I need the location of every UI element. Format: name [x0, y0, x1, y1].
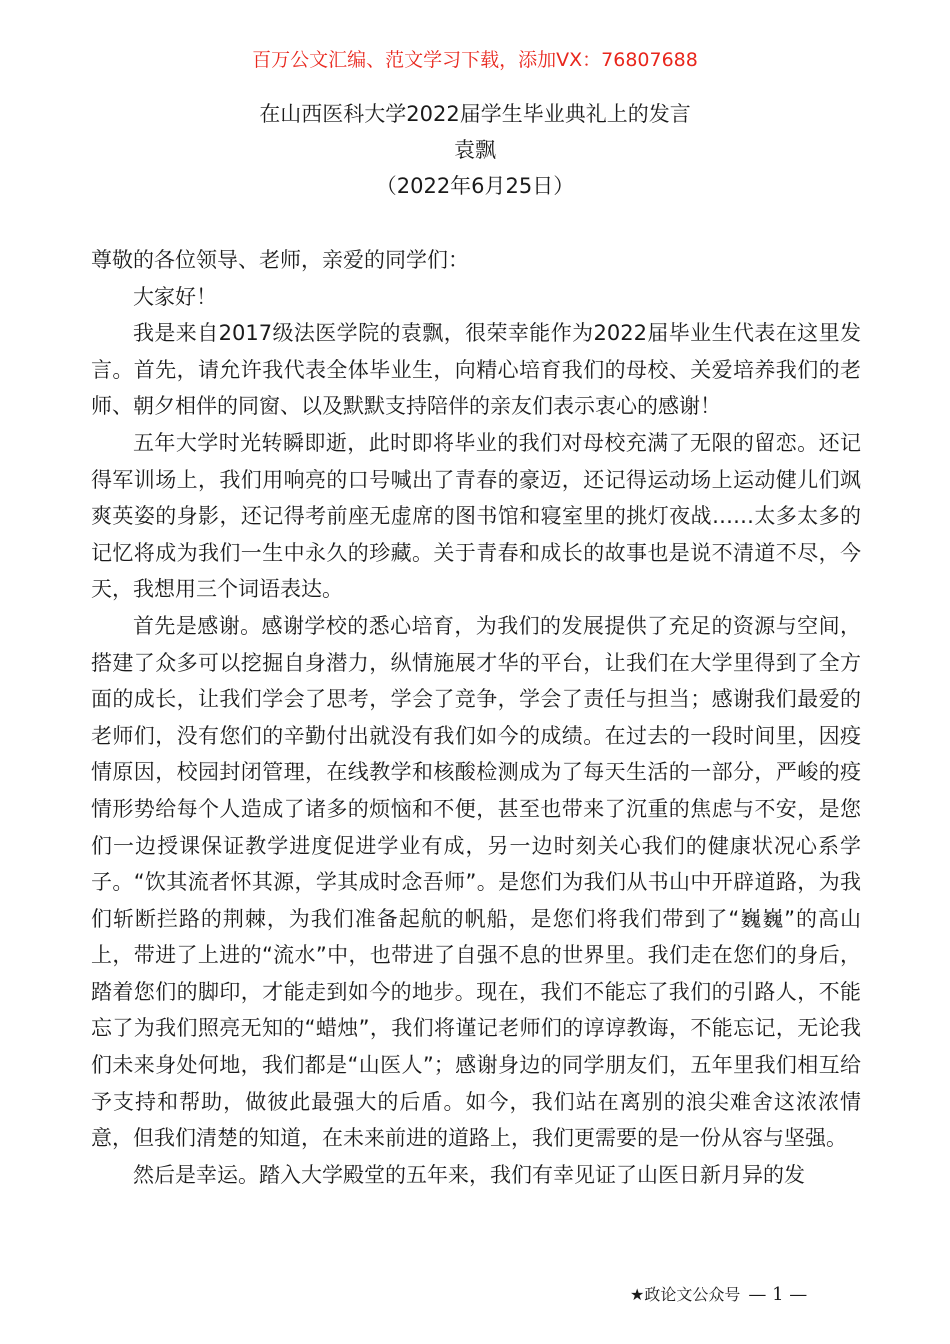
document-title: 在山西医科大学2022届学生毕业典礼上的发言 [259, 102, 691, 126]
page-number: — 1 — [748, 1284, 808, 1305]
paragraph-gratitude: 首先是感谢。感谢学校的悉心培育，为我们的发展提供了充足的资源与空间，搭建了众多可以挖掘自身潜力，纵情施展才华的平台，让我们在大学里得到了全方面的成长，让我们学会了思考，学会了竞争，学会了责任与担当；感谢我们最爱的老师们，没有您们的辛勤付出就没有我们如今的成绩。在过去的一段时间里，因疫情原因，校园封闭管理，在线教学和核酸检测成为了每天生活的一部分，严峻的疫情形势给每个人造成了诸多的烦恼和不便，甚至也带来了沉重的焦虑与不安，是您们一边授课保证教学进度促进学业有成，另一边时刻关心我们的健康状况心系学子。“饮其流者怀其源，学其成时念吾师”。是您们为我们从书山中开辟道路，为我们斩断拦路的荆棘，为我们准备起航的帆船，是您们将我们带到了“巍巍”的高山上，带进了上进的“流水”中，也带进了自强不息的世界里。我们走在您们的身后，踏着您们的脚印，才能走到如今的地步。现在，我们不能忘了我们的引路人，不能忘了为我们照亮无知的“蜡烛”，我们将谨记老师们的谆谆教诲，不能忘记，无论我们未来身处何地，我们都是“山医人”；感谢身边的同学朋友们，五年里我们相互给予支持和帮助，做彼此最强大的后盾。如今，我们站在离别的浪尖难舍这浓浓情意，但我们清楚的知道，在未来前进的道路上，我们更需要的是一份从容与坚强。 [91, 613, 861, 1151]
document-author: 袁飘 [454, 138, 496, 162]
salutation: 尊敬的各位领导、老师，亲爱的同学们： [91, 248, 469, 272]
document-date: （2022年6月25日） [375, 174, 575, 198]
footer-source: ★政论文公众号 [630, 1285, 741, 1304]
paragraph-introduction: 我是来自2017级法医学院的袁飘，很荣幸能作为2022届毕业生代表在这里发言。首先，请允许我代表全体毕业生，向精心培育我们的母校、关爱培养我们的老师、朝夕相伴的同窗、以及默默支持陪伴的亲友们表示衷心的感谢！ [91, 321, 861, 419]
paragraph-memories: 五年大学时光转瞬即逝，此时即将毕业的我们对母校充满了无限的留恋。还记得军训场上，我们用响亮的口号喊出了青春的豪迈，还记得运动场上运动健儿们飒爽英姿的身影，还记得考前座无虚席的图书馆和寝室里的挑灯夜战……太多太多的记忆将成为我们一生中永久的珍藏。关于青春和成长的故事也是说不清道不尽，今天，我想用三个词语表达。 [91, 430, 861, 602]
body-text [91, 242, 861, 1193]
promo-banner: 百万公文汇编、范文学习下载，添加VX：76807688 [252, 49, 698, 71]
paragraph-fortune: 然后是幸运。踏入大学殿堂的五年来，我们有幸见证了山医日新月异的发 [133, 1162, 805, 1187]
page-footer [630, 1282, 890, 1308]
title-block [0, 96, 950, 204]
paragraph-greeting: 大家好！ [133, 284, 217, 309]
